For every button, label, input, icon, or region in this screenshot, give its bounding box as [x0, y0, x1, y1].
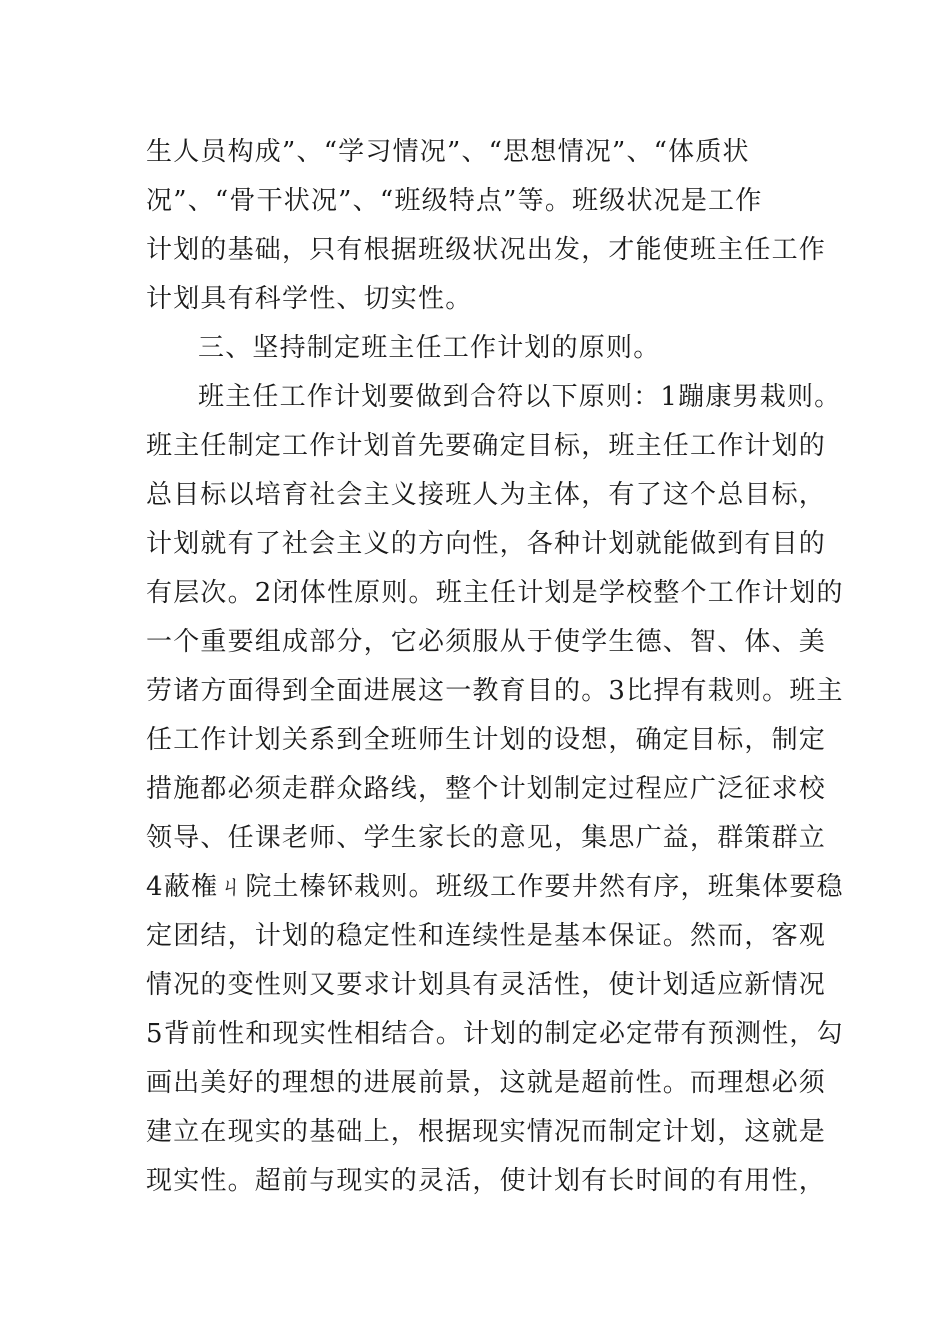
text-line: 计划就有了社会主义的方向性，各种计划就能做到有目的 [146, 529, 827, 559]
text-line: 计划的基础，只有根据班级状况出发，才能使班主任工作 [146, 235, 827, 265]
text-line: 劳诸方面得到全面进展这一教育目的。3比捍有栽则。班主 [146, 676, 844, 706]
text-line: 计划具有科学性、切实性。 [146, 284, 473, 314]
text-line: 生人员构成”、“学习情况”、“思想情况”、“体质状 [146, 137, 750, 167]
text-line: 况”、“骨干状况”、“班级特点”等。班级状况是工作 [146, 186, 763, 216]
text-line: 4蔽権ㄐ院土榛钚栽则。班级工作要井然有序，班集体要稳 [146, 872, 844, 902]
text-line: 现实性。超前与现实的灵活，使计划有长时间的有用性， [146, 1166, 827, 1196]
text-line: 5背前性和现实性相结合。计划的制定必定带有预测性，勾 [146, 1019, 844, 1049]
text-line: 情况的变性则又要求计划具有灵活性，使计划适应新情况 [146, 970, 827, 1000]
text-line: 领导、任课老师、学生家长的意见，集思广益，群策群立 [146, 823, 827, 853]
section-heading: 三、坚持制定班主任工作计划的原则。 [198, 333, 661, 363]
text-line: 总目标以培育社会主义接班人为主体，有了这个总目标， [146, 480, 827, 510]
text-line: 画出美好的理想的进展前景，这就是超前性。而理想必须 [146, 1068, 827, 1098]
document-body [146, 128, 844, 1206]
text-line: 措施都必须走群众路线，整个计划制定过程应广泛征求校 [146, 774, 827, 804]
text-line: 任工作计划关系到全班师生计划的设想，确定目标，制定 [146, 725, 827, 755]
text-line: 定团结，计划的稳定性和连续性是基本保证。然而，客观 [146, 921, 827, 951]
text-line: 建立在现实的基础上，根据现实情况而制定计划，这就是 [146, 1117, 827, 1147]
paragraph-start: 班主任工作计划要做到合符以下原则：1蹦康男栽则。 [198, 382, 842, 412]
text-line: 班主任制定工作计划首先要确定目标，班主任工作计划的 [146, 431, 827, 461]
text-line: 一个重要组成部分，它必须服从于使学生德、智、体、美 [146, 627, 827, 657]
text-line: 有层次。2闭体性原则。班主任计划是学校整个工作计划的 [146, 578, 844, 608]
